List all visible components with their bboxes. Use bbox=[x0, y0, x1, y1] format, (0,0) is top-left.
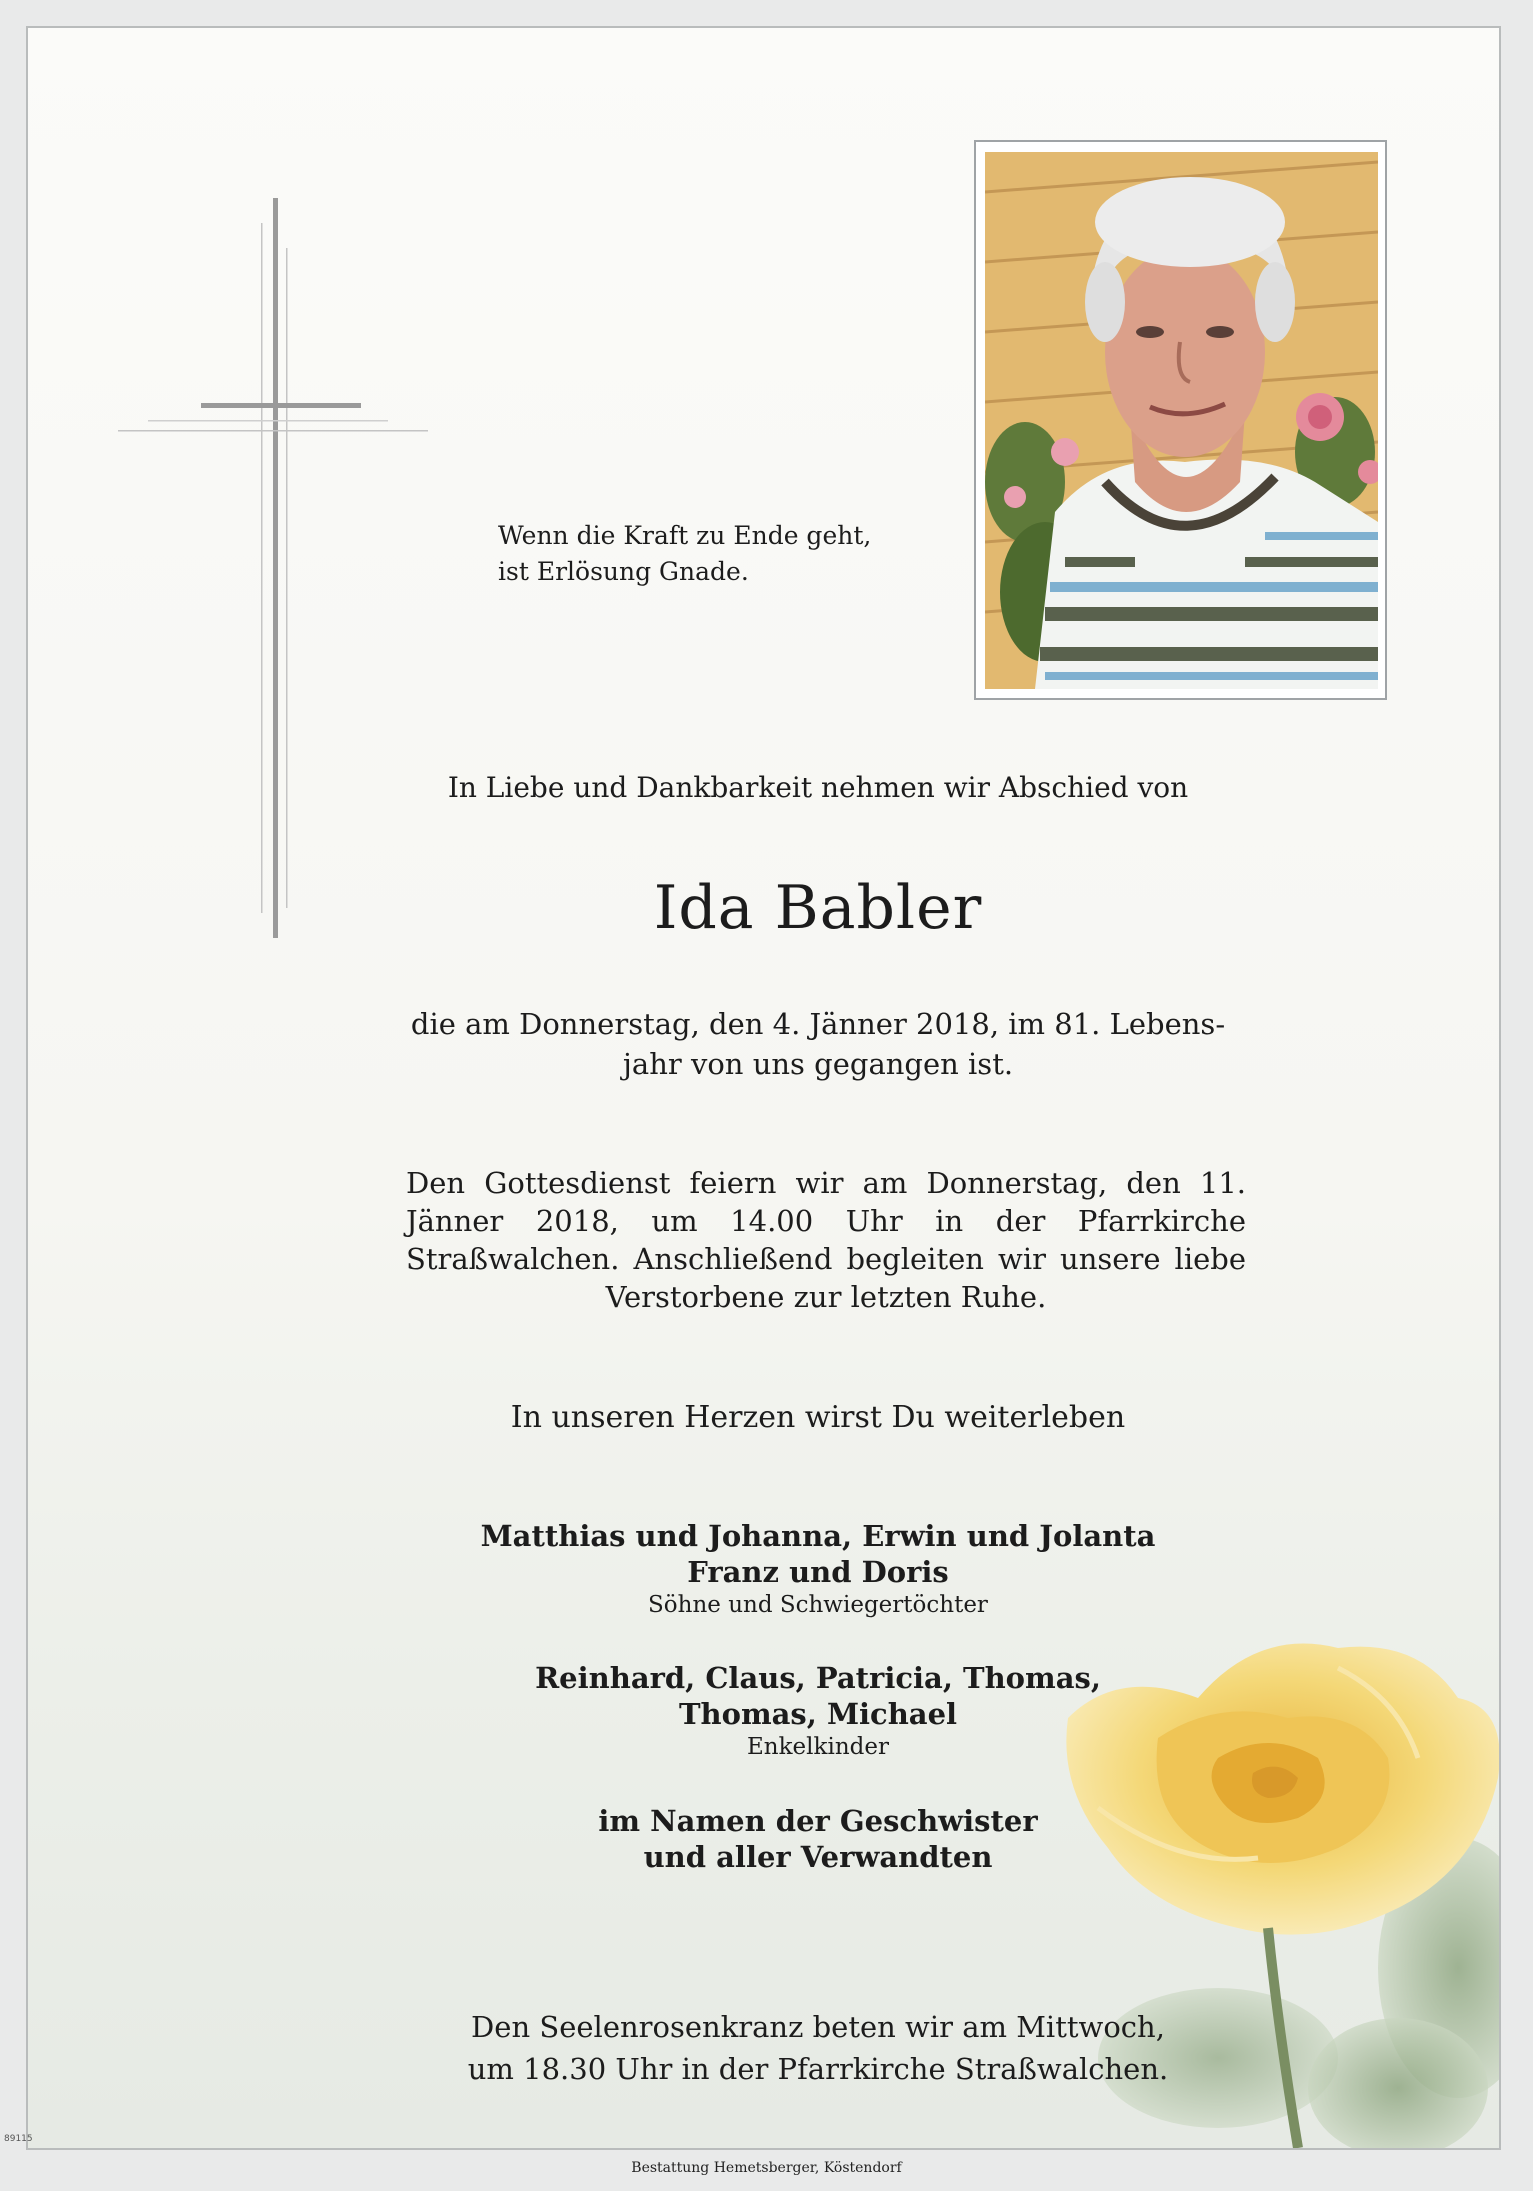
mourner-names: im Namen der Geschwister bbox=[598, 1804, 1038, 1838]
obituary-card bbox=[26, 26, 1501, 2150]
mourner-names: Thomas, Michael bbox=[678, 1697, 958, 1731]
mourner-group-sons bbox=[328, 1518, 1308, 1620]
mourner-role: Söhne und Schwiegertöchter bbox=[648, 1592, 988, 1618]
rosary-line-1: Den Seelenrosenkranz beten wir am Mittwoch, bbox=[471, 2010, 1165, 2044]
mourner-names: Franz und Doris bbox=[687, 1555, 949, 1589]
cross-icon bbox=[88, 168, 433, 948]
rosary-text bbox=[358, 2006, 1278, 2090]
quote bbox=[498, 518, 978, 590]
death-line-1: die am Donnerstag, den 4. Jänner 2018, im 81. Lebens- bbox=[410, 1007, 1226, 1041]
mourner-names: und aller Verwandten bbox=[643, 1840, 993, 1874]
footer-undertaker: Bestattung Hemetsberger, Köstendorf bbox=[631, 2160, 902, 2176]
quote-line-2: ist Erlösung Gnade. bbox=[498, 557, 749, 586]
death-line-2: jahr von uns gegangen ist. bbox=[622, 1047, 1014, 1081]
mourner-names: Reinhard, Claus, Patricia, Thomas, bbox=[535, 1661, 1101, 1695]
rosary-line-2: um 18.30 Uhr in der Pfarrkirche Straßwalchen. bbox=[467, 2052, 1169, 2086]
mourner-names: Matthias und Johanna, Erwin und Jolanta bbox=[480, 1519, 1156, 1553]
funeral-service-text: Den Gottesdienst feiern wir am Donnerstag, den 11. Jänner 2018, um 14.00 Uhr in der Pfarrkirche Straßwalchen. Anschließend begleiten wir unsere liebe Verstorbene zur letzten Ruhe. bbox=[406, 1166, 1246, 1314]
deceased-name: Ida Babler bbox=[653, 873, 983, 943]
print-code: 89115 bbox=[4, 2134, 33, 2144]
mourner-role: Enkelkinder bbox=[747, 1734, 889, 1760]
intro-text: In Liebe und Dankbarkeit nehmen wir Abschied von bbox=[447, 771, 1189, 804]
portrait-photo bbox=[974, 140, 1387, 700]
death-notice bbox=[398, 1004, 1238, 1084]
quote-line-1: Wenn die Kraft zu Ende geht, bbox=[498, 521, 872, 550]
hearts-text: In unseren Herzen wirst Du weiterleben bbox=[510, 1400, 1126, 1435]
